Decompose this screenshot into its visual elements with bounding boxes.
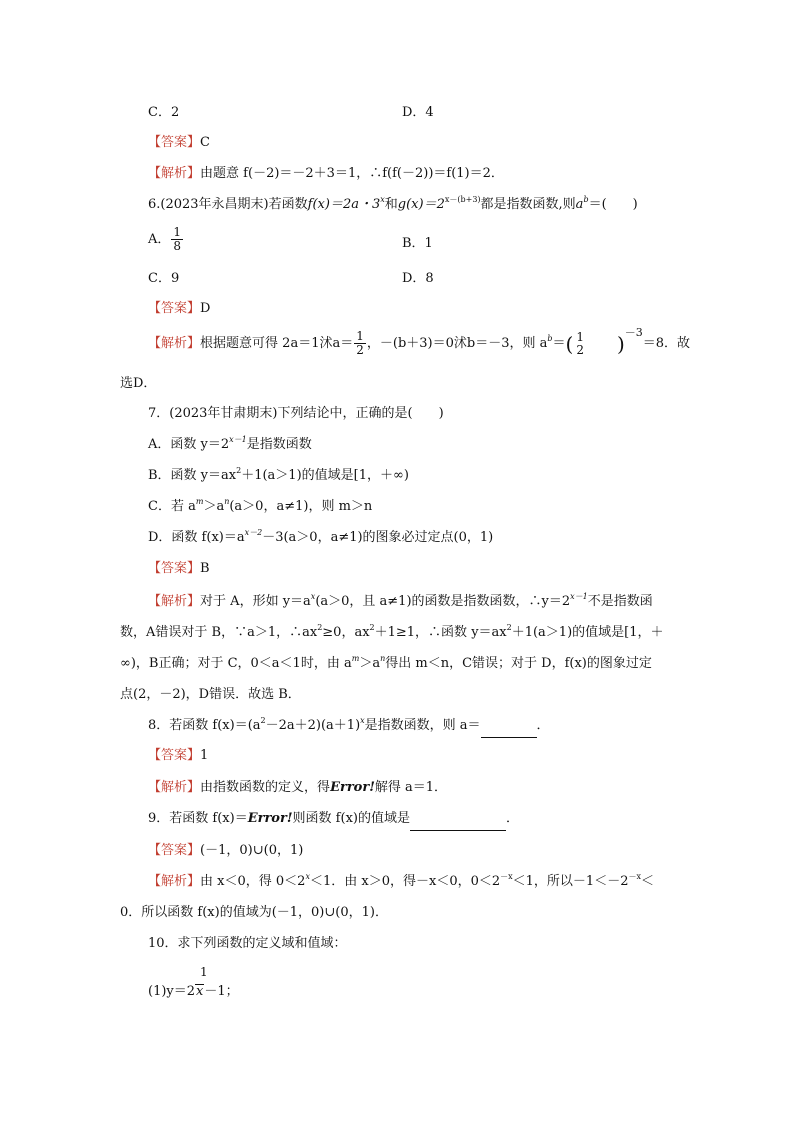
question-8-stem <box>148 717 550 738</box>
answer-tag: 答案 <box>161 301 188 316</box>
analysis-text: ＜1．由 x＞0，得－x＜0，0＜2 <box>309 874 501 889</box>
answer-line <box>148 747 208 765</box>
analysis-text: 由指数函数的定义，得 <box>200 780 331 795</box>
function-f: f(x)＝2a・3 <box>307 197 381 212</box>
error-marker: Error! <box>330 780 375 795</box>
exponent: x－(b+3) <box>444 194 481 204</box>
question-9-stem <box>148 810 519 831</box>
option-text: D．函数 f(x)＝a <box>148 530 245 545</box>
analysis-text: ＝8．故 <box>642 336 691 351</box>
analysis-text: 由 x＜0，得 0＜2 <box>200 874 306 889</box>
stem-text: 8．若函数 f(x)＝(a <box>148 718 261 733</box>
numerator: 1 <box>576 329 584 344</box>
answer-tag: 答案 <box>161 843 188 858</box>
analysis-line <box>148 873 654 891</box>
analysis-text: 由题意 f(－2)＝－2＋3＝1，∴f(f(－2))＝f(1)＝2． <box>200 166 504 181</box>
question-7-stem: 7．(2023年甘肃期末)下列结论中，正确的是( ) <box>148 406 444 421</box>
answer-value: C <box>200 135 210 150</box>
analysis-text: ＋1≥1，∴函数 y＝ax <box>374 625 507 640</box>
exponent: x－1 <box>570 591 588 601</box>
option-text: A．函数 y＝2 <box>148 437 230 452</box>
tag-bracket-right: 】 <box>187 594 201 609</box>
option-text: (a＞0，a≠1)，则 m＞n <box>229 499 373 514</box>
exponent: m <box>195 496 204 506</box>
exponent-numerator: 1 <box>200 965 208 979</box>
answer-line <box>148 300 210 318</box>
function-g: g(x)＝2 <box>397 197 445 212</box>
analysis-tag: 解析 <box>161 594 188 609</box>
analysis-text: 不是指数函 <box>587 594 653 609</box>
tag-bracket-left: 【 <box>148 301 162 316</box>
answer-value: 1 <box>200 748 209 763</box>
tag-bracket-left: 【 <box>148 874 162 889</box>
exponent: 2 <box>236 465 242 475</box>
exponent: 2 <box>317 622 323 632</box>
exponent: 2 <box>506 622 512 632</box>
analysis-tag: 解析 <box>161 874 188 889</box>
answer-blank[interactable] <box>410 812 506 831</box>
tag-bracket-left: 【 <box>148 336 162 351</box>
option-text: －3(a＞0，a≠1)的图象必过定点(0，1) <box>262 530 494 545</box>
analysis-text: ＜ <box>641 874 655 889</box>
fraction <box>574 331 586 357</box>
analysis-line <box>148 593 653 611</box>
analysis-tag: 解析 <box>161 336 188 351</box>
stem-text: ． <box>505 811 519 826</box>
option-c: C．2 <box>148 105 180 120</box>
answer-value: (－1，0)∪(0，1) <box>200 843 304 858</box>
tag-bracket-left: 【 <box>148 594 162 609</box>
answer-tag: 答案 <box>161 135 188 150</box>
analysis-line <box>148 779 447 797</box>
paren-left: ( <box>565 331 574 356</box>
option-d: D．4 <box>402 105 434 120</box>
option-text: ＋1(a＞1)的值域是[1，＋∞) <box>241 468 409 483</box>
exponent: x－1 <box>229 434 247 444</box>
option-c <box>148 498 372 516</box>
analysis-text: ＝ <box>552 336 566 351</box>
question-number: 6. <box>148 197 161 212</box>
exponent: x－2 <box>244 527 263 537</box>
exponent: x <box>380 194 385 204</box>
stem-text: －2a＋2)(a＋1) <box>265 718 361 733</box>
exponent: 2 <box>369 622 375 632</box>
numerator: 1 <box>356 329 364 343</box>
exponent: b <box>547 333 553 343</box>
part-text: －1； <box>204 984 239 999</box>
analysis-text: 根据题意可得 2a＝1沭a＝ <box>200 336 354 351</box>
answer-blank[interactable] <box>481 719 537 738</box>
part-1 <box>148 983 239 1001</box>
tag-bracket-left: 【 <box>148 748 162 763</box>
fraction <box>171 226 183 253</box>
exponent: m <box>351 653 360 663</box>
exponent: 2 <box>260 715 266 725</box>
analysis-text: 得出 m＜n，C错误；对于 D，f(x)的图象过定 <box>385 656 652 671</box>
exponent: x <box>310 591 316 601</box>
stem-text: 和 <box>384 197 398 212</box>
analysis-text: (a＞0，且 a≠1)的函数是指数函数，∴y＝2 <box>315 594 571 609</box>
exponent: －x <box>500 871 513 881</box>
option-d: D．8 <box>402 271 434 286</box>
numerator: 1 <box>173 225 182 239</box>
stem-text: 是指数函数，则 a＝ <box>364 718 481 733</box>
tag-bracket-left: 【 <box>148 561 162 576</box>
analysis-continuation <box>120 655 652 673</box>
answer-line <box>148 560 210 578</box>
answer-tag: 答案 <box>161 561 188 576</box>
option-text: C．若 a <box>148 499 196 514</box>
analysis-text: ＜1，所以－1＜－2 <box>512 874 629 889</box>
tag-bracket-left: 【 <box>148 166 162 181</box>
option-b: B．1 <box>402 236 433 251</box>
denominator: 2 <box>356 343 364 357</box>
option-d <box>148 529 493 547</box>
tag-bracket-left: 【 <box>148 780 162 795</box>
option-a <box>148 226 184 253</box>
answer-line <box>148 134 210 152</box>
exponent-denominator: x <box>196 984 204 999</box>
tag-bracket-right: 】 <box>187 843 201 858</box>
question-source: (2023年永昌期末) <box>160 197 269 212</box>
option-label: A． <box>148 232 171 247</box>
question-10-stem: 10．求下列函数的定义域和值域： <box>148 936 347 951</box>
exponent: －3 <box>624 325 643 339</box>
exponent: －x <box>628 871 641 881</box>
tag-bracket-left: 【 <box>148 135 162 150</box>
exponent: n <box>224 496 230 506</box>
tag-bracket-left: 【 <box>148 843 162 858</box>
stem-text: ＝( ) <box>588 197 638 212</box>
analysis-text: ＞a <box>359 656 381 671</box>
answer-line <box>148 842 303 860</box>
exponent: x <box>305 871 310 881</box>
variable: a <box>575 197 584 212</box>
answer-value: B <box>200 561 210 576</box>
fraction <box>354 330 366 357</box>
analysis-text: ∞)，B正确；对于 C，0＜a＜1时，由 a <box>120 656 352 671</box>
error-marker: Error! <box>247 811 293 826</box>
stem-text: ． <box>536 718 550 733</box>
option-b <box>148 467 409 485</box>
analysis-continuation: 选D． <box>120 376 157 391</box>
stem-text: 则函数 f(x)的值域是 <box>292 811 410 826</box>
tag-bracket-right: 】 <box>187 561 201 576</box>
option-text: B．函数 y＝ax <box>148 468 237 483</box>
analysis-line <box>148 325 691 357</box>
analysis-text: 对于 A，形如 y＝a <box>200 594 311 609</box>
tag-bracket-right: 】 <box>187 748 201 763</box>
analysis-text: ，－(b＋3)＝0沭b＝－3，则 a <box>366 336 548 351</box>
denominator: 8 <box>173 239 182 253</box>
analysis-tag: 解析 <box>161 780 188 795</box>
option-c: C．9 <box>148 271 180 286</box>
analysis-continuation <box>120 624 664 642</box>
exponent: n <box>380 653 386 663</box>
denominator: 2 <box>576 342 584 357</box>
analysis-continuation: 0．所以函数 f(x)的值域为(－1，0)∪(0，1)． <box>120 905 388 920</box>
exponent: x <box>360 715 365 725</box>
stem-text: 9．若函数 f(x)＝ <box>148 811 248 826</box>
paren-right: ) <box>616 331 625 356</box>
answer-tag: 答案 <box>161 748 188 763</box>
stem-text: 都是指数函数,则 <box>480 197 576 212</box>
answer-value: D <box>200 301 211 316</box>
stem-text: 若函数 <box>268 197 308 212</box>
analysis-text: ＋1(a＞1)的值域是[1，＋ <box>511 625 664 640</box>
analysis-text: 数，A错误对于 B，∵a＞1，∴ax <box>120 625 318 640</box>
tag-bracket-right: 】 <box>187 135 201 150</box>
analysis-text: ≥0，ax <box>322 625 370 640</box>
option-text: 是指数函数 <box>246 437 312 452</box>
tag-bracket-right: 】 <box>187 336 201 351</box>
tag-bracket-right: 】 <box>187 301 201 316</box>
tag-bracket-right: 】 <box>187 874 201 889</box>
option-text: ＞a <box>203 499 225 514</box>
analysis-continuation: 点(2，－2)，D错误．故选 B． <box>120 687 301 702</box>
analysis-line <box>148 165 504 183</box>
question-6-stem <box>148 196 638 214</box>
analysis-tag: 解析 <box>161 166 188 181</box>
tag-bracket-right: 】 <box>187 780 201 795</box>
option-a <box>148 436 312 454</box>
tag-bracket-right: 】 <box>187 166 201 181</box>
analysis-text: 解得 a＝1． <box>374 780 448 795</box>
exponent: b <box>583 194 589 204</box>
part-text: (1)y＝2 <box>148 984 196 999</box>
